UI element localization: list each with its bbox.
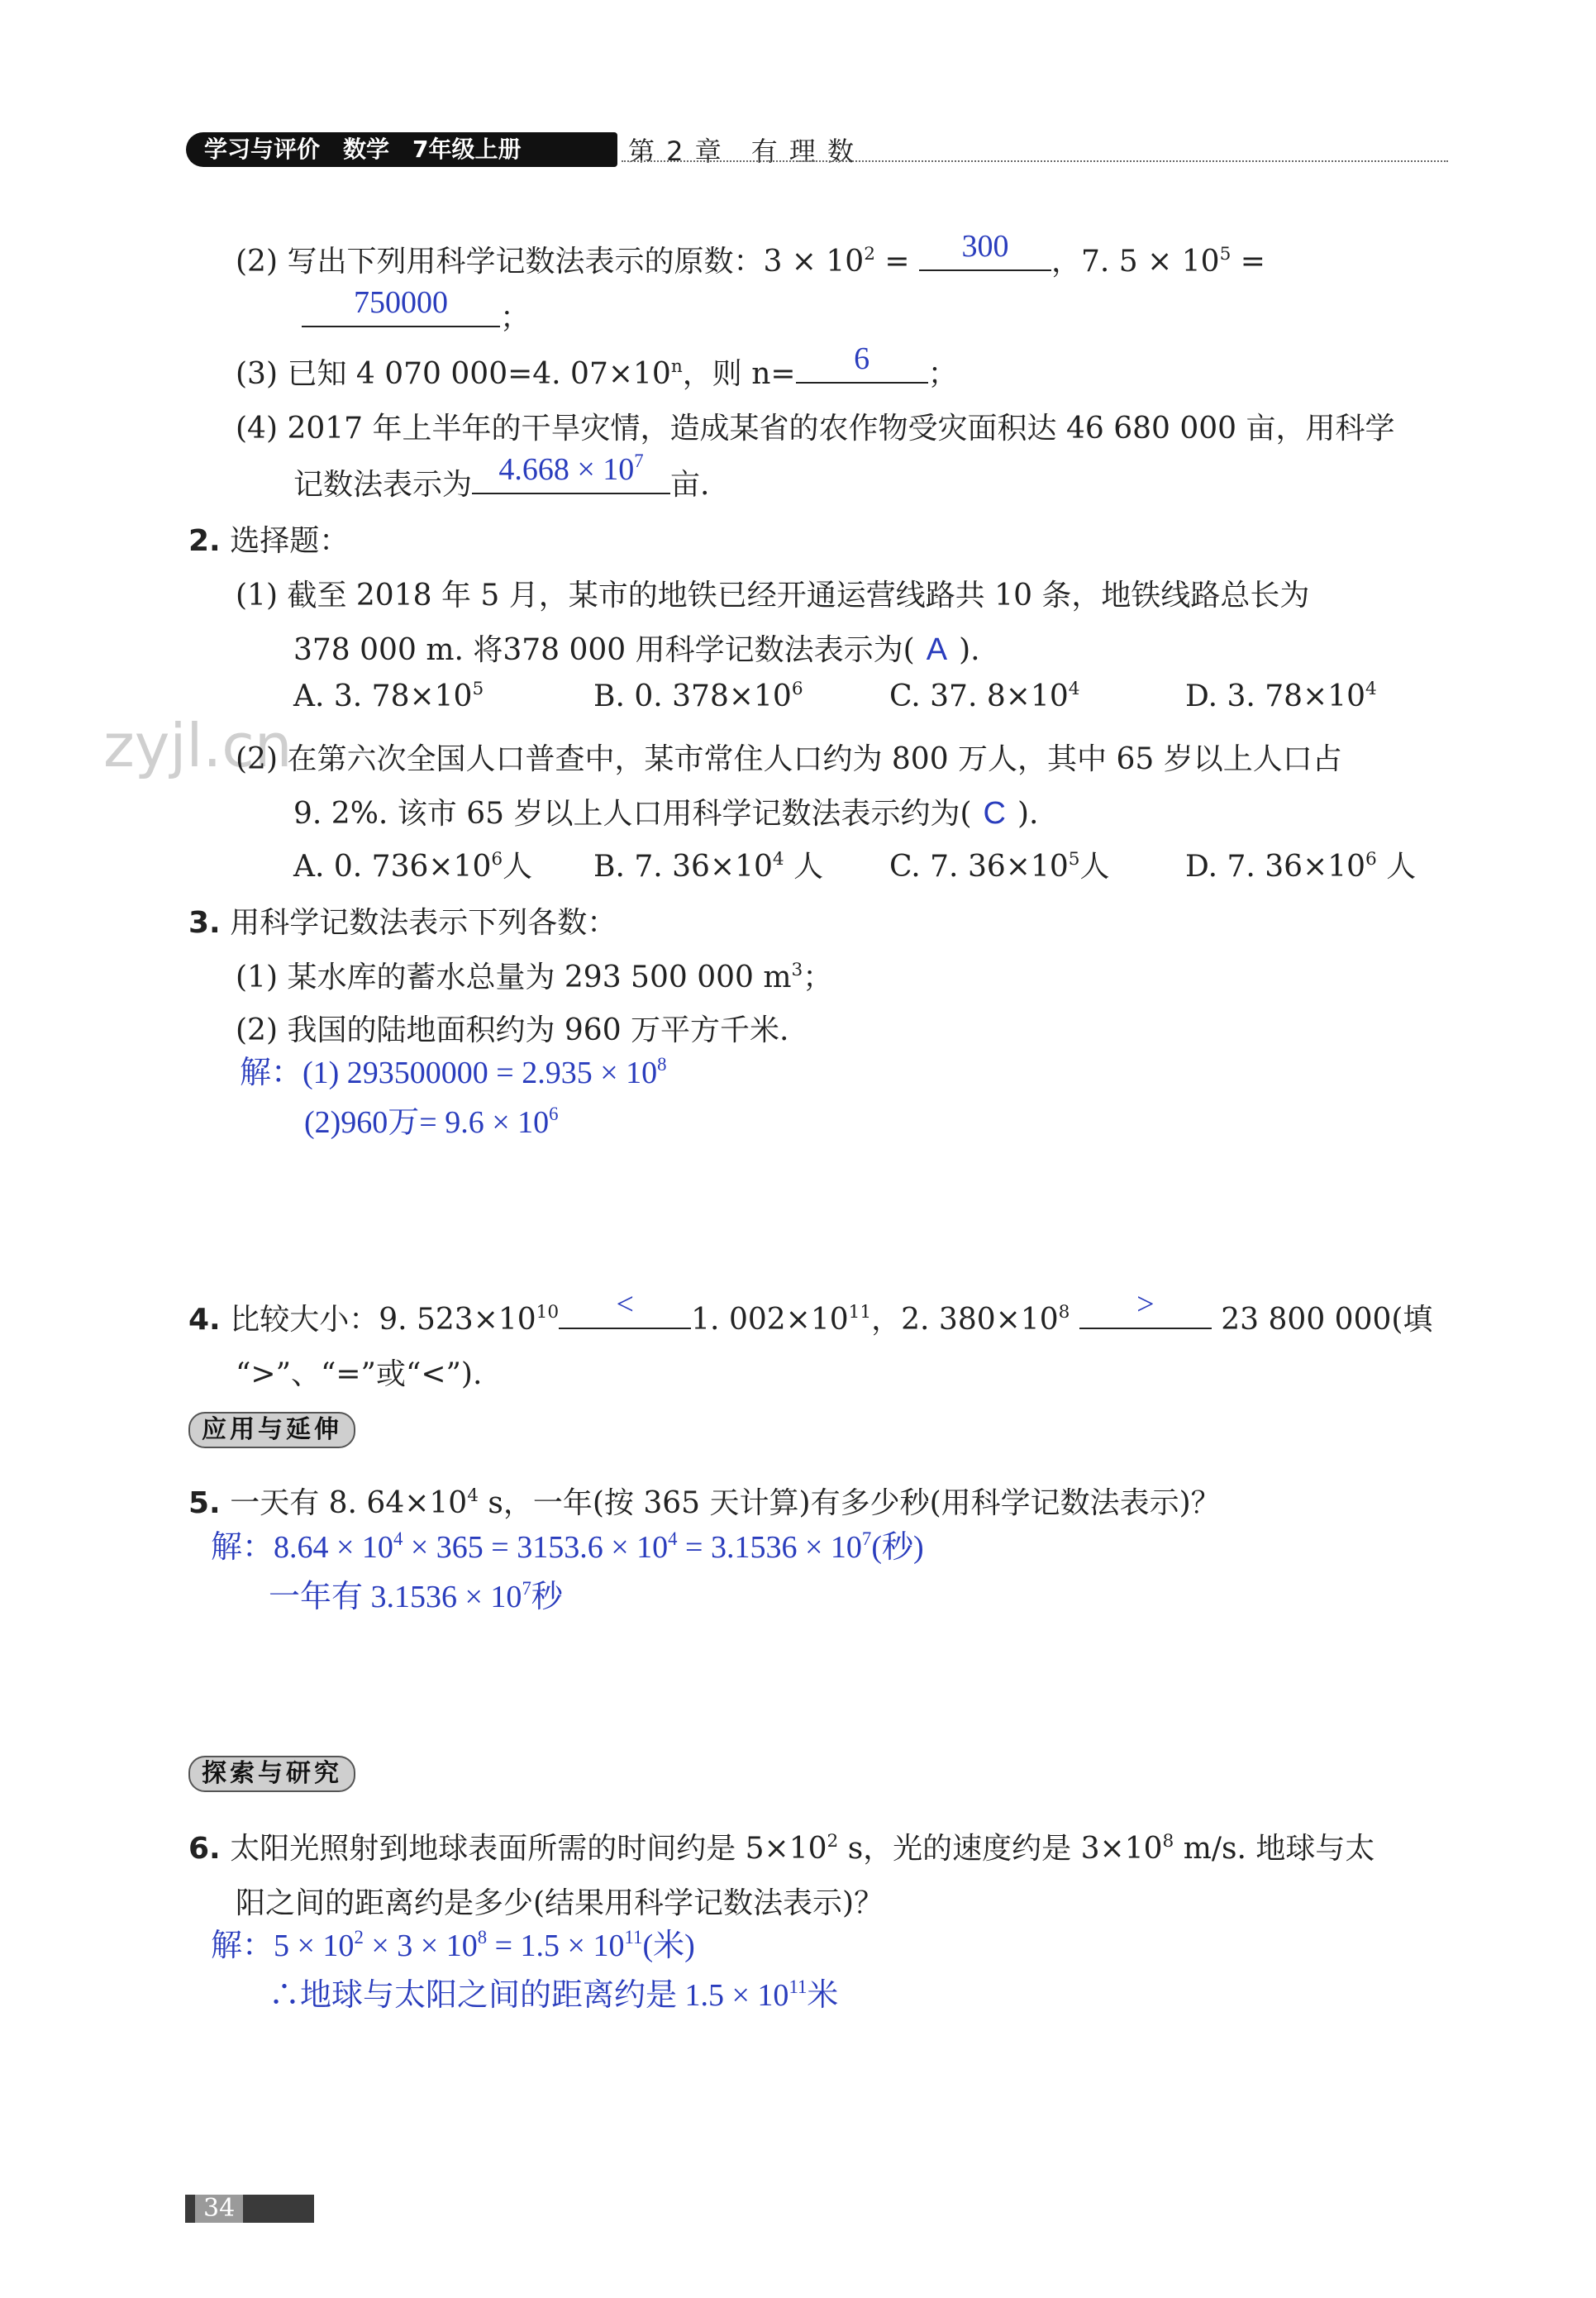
answer-blank	[1079, 1287, 1212, 1329]
q2-part2-option-a: A. 0. $736\times 10^6$人	[293, 848, 533, 884]
q2-part1-option-a: A. 3. $78\times 10^5$	[293, 678, 484, 713]
q3-part2: (2) 我国的陆地面积约为 960 万平方千米.	[236, 1013, 789, 1047]
q1-part2-line2: 750000 ；	[302, 294, 530, 336]
q1-part4-line1: (4) 2017 年上半年的干旱灾情，造成某省的农作物受灾面积达 46 680 000 亩，用科学	[236, 412, 1395, 446]
page-number-bar	[185, 2195, 314, 2223]
handwritten-answer: >	[1136, 1287, 1155, 1322]
q3-solution-line1: 解：(1) $293500000 = 2.935 \times 10^8$	[240, 1054, 667, 1090]
q3-part1: (1) 某水库的蓄水总量为 293 500 000 $m^3$；	[236, 959, 833, 994]
chapter-title: 第 2 章 有 理 数	[628, 136, 856, 167]
q2-part1-option-b: B. 0. $378\times 10^6$	[593, 678, 803, 713]
answer-blank	[796, 341, 928, 384]
handwritten-choice: A	[926, 632, 948, 667]
q6-solution-line2: ∴地球与太阳之间的距离约是 $1.5 \times 10^{11}$米	[269, 1976, 839, 2013]
answer-blank	[919, 229, 1051, 271]
answer-blank	[472, 451, 670, 494]
q3-title: 3. 用科学记数法表示下列各数：	[188, 906, 617, 940]
q2-part2-option-c: C. 7. $36\times 10^5$人	[889, 848, 1110, 884]
header-book-title: 学习与评价 数学 7年级上册	[204, 136, 522, 163]
q2-part2-option-b: B. 7. $36\times 10^4$ 人	[593, 848, 824, 884]
page-number: 34	[195, 2195, 243, 2223]
q2-part1-option-c: C. 37. $8\times 10^4$	[889, 678, 1080, 713]
q4-line2: “>”、“=”或“<”).	[236, 1357, 483, 1391]
q2-part2-option-d: D. 7. $36\times 10^6$ 人	[1185, 848, 1417, 884]
q3-solution-line2: (2)960万= $9.6 \times 10^6$	[304, 1104, 559, 1140]
q1-part4-line2: 记数法表示为 $4.668 \times 10^7$ 亩.	[293, 451, 710, 502]
q1-part2-line1: (2) 写出下列用科学记数法表示的原数：$3 \times 10^2$ = 300 ，7. $5 \times 10^5$ =	[236, 229, 1265, 279]
q5-solution-line1: 解：$8.64 \times 10^4 \times 365 = 3153.6 \times 10^4 = 3.1536 \times 10^7$(秒)	[211, 1528, 924, 1565]
handwritten-answer: 300	[961, 229, 1009, 264]
handwritten-choice: C	[983, 796, 1006, 831]
header-bar	[186, 132, 617, 167]
q2-part2-line1: (2) 在第六次全国人口普查中，某市常住人口约为 800 万人，其中 65 岁以上人口占	[236, 742, 1342, 776]
q6-line1: 6. 太阳光照射到地球表面所需的时间约是 $5\times 10^2$ s，光的速度约是 $3\times 10^8$ m/s. 地球与太	[188, 1830, 1375, 1866]
handwritten-answer: $4.668 \times 10^7$	[498, 451, 644, 487]
answer-blank	[559, 1287, 691, 1329]
q5-question: 5. 一天有 8. $64\times 10^4$ s，一年(按 365 天计算)有多少秒(用科学记数法表示)？	[188, 1485, 1221, 1520]
q2-part1-line2: 378 000 m. 将378 000 用科学记数法表示为( A ).	[293, 632, 980, 667]
answer-blank	[302, 285, 500, 327]
handwritten-answer: <	[616, 1287, 634, 1322]
section-title-exploration: 探索与研究	[188, 1756, 355, 1792]
q2-part1-option-d: D. 3. $78\times 10^4$	[1185, 678, 1377, 713]
q6-line2: 阳之间的距离约是多少(结果用科学记数法表示)？	[236, 1886, 884, 1920]
q2-part2-line2: 9. 2%. 该市 65 岁以上人口用科学记数法表示约为( C ).	[293, 796, 1039, 831]
watermark: zyjl.cn	[103, 711, 293, 780]
handwritten-answer: 6	[854, 341, 870, 376]
q1-part3: (3) 已知 4 070 000=4. $07\times 10^n$，则 n= 6 ；	[236, 341, 958, 391]
header-divider	[622, 160, 1448, 162]
q5-solution-line2: 一年有 $3.1536 \times 10^7$秒	[269, 1578, 563, 1614]
q2-part1-line1: (1) 截至 2018 年 5 月，某市的地铁已经开通运营线路共 10 条，地铁线路总长为	[236, 579, 1310, 613]
handwritten-answer: 750000	[354, 285, 448, 320]
q4-line1: 4. 比较大小：9. $523\times 10^{10}$ < 1. $002\times 10^{11}$，2. $380\times 10^8$ > 23 800 000(填	[188, 1287, 1433, 1337]
q6-solution-line1: 解：$5 \times 10^2 \times 3 \times 10^8 = 1.5 \times 10^{11}$(米)	[211, 1927, 695, 1963]
section-title-application: 应用与延伸	[188, 1412, 355, 1448]
q2-title: 2. 选择题：	[188, 524, 350, 558]
